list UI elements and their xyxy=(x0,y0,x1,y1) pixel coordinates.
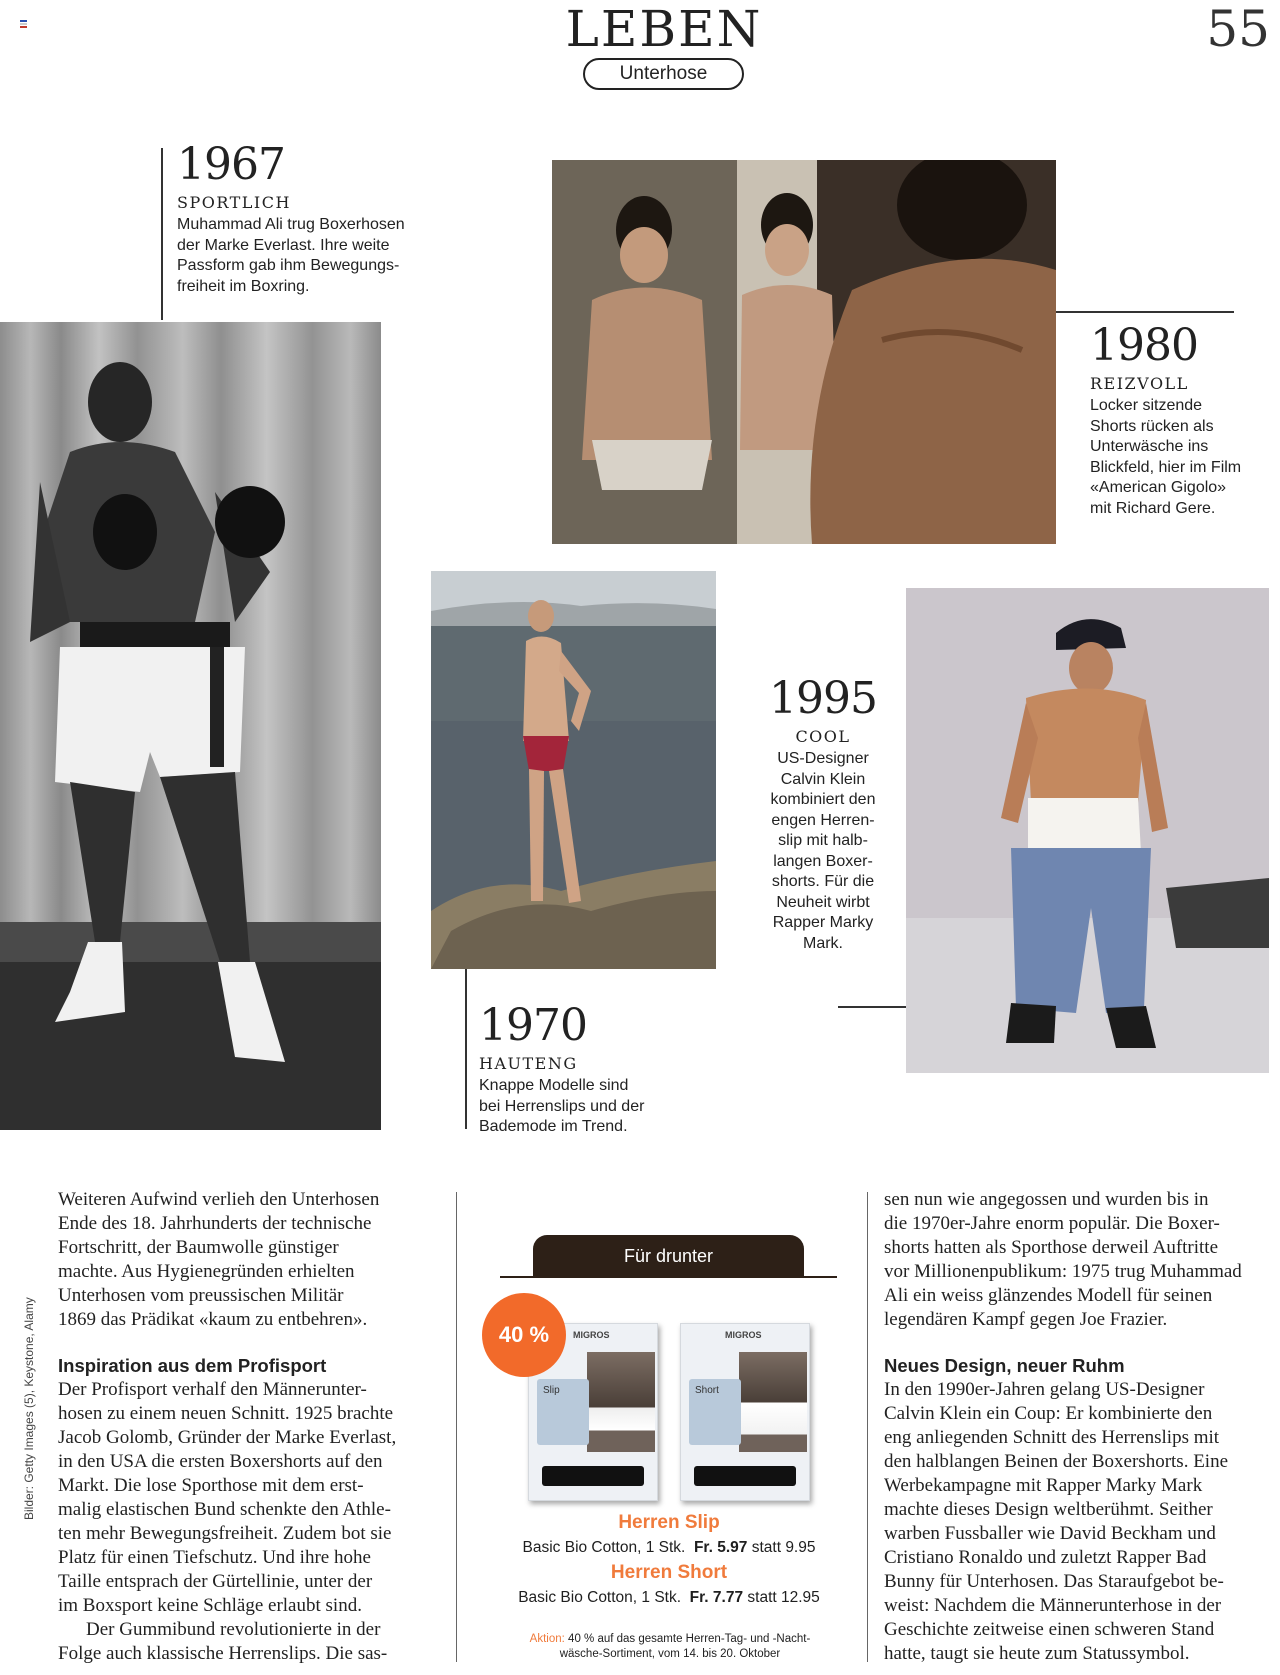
pack-label-text: Short xyxy=(695,1385,719,1396)
section-title: LEBEN xyxy=(565,0,763,58)
article-column-1 xyxy=(58,1188,443,1666)
year-1980: 1980 xyxy=(1090,320,1198,371)
photo-marky-mark xyxy=(906,588,1269,1073)
product-price-slip: Basic Bio Cotton, 1 Stk. Fr. 5.97 statt 9.95 xyxy=(522,1539,816,1556)
paragraph: Weiteren Aufwind verlieh den Unterhosen Ende des 18. Jahrhunderts der technische Fortschritt, der Baumwolle günstiger machte. Aus Hygienegründen erhielten Unterhosen vom preussischen Militär 1869 das Prädikat «kaum zu entbehren». xyxy=(58,1189,380,1330)
topic-pill: Unterhose xyxy=(583,58,744,90)
pack-model-image xyxy=(587,1352,655,1452)
product-pack-short xyxy=(680,1323,810,1501)
photo-muhammad-ali xyxy=(0,322,381,1130)
description-1967: Muhammad Ali trug Boxerhosen der Marke Everlast. Ihre weite Passform gab ihm Bewegungs- freiheit im Boxring. xyxy=(177,216,405,295)
caption-rule-1980 xyxy=(1056,311,1234,313)
brand-logo: MIGROS xyxy=(725,1330,762,1340)
subheading-profisport: Inspiration aus dem Profisport xyxy=(58,1355,327,1376)
photo-richard-gere xyxy=(552,160,1056,544)
pack-model-image xyxy=(739,1352,807,1452)
pack-label-text: Slip xyxy=(543,1385,560,1396)
pack-band xyxy=(694,1466,796,1486)
description-1970: Knappe Modelle sind bei Herrenslips und der Bademode im Trend. xyxy=(479,1077,645,1135)
caption-rule-1995 xyxy=(838,1006,906,1008)
caption-1970 xyxy=(479,1000,709,1138)
paragraph: sen nun wie angegossen und wurden bis in die 1970er-Jahre enorm populär. Die Boxer- shorts hatten als Sporthose derweil Auftritte vor Millionenpublikum: 1975 trug Muhammad Ali ein weiss glänzendes Modell für seinen legendären Kampf gegen Joe Frazier. xyxy=(884,1189,1242,1330)
promo-rule xyxy=(500,1276,837,1278)
caption-rule-1967 xyxy=(161,148,163,320)
description-1995: US-Designer Calvin Klein kombiniert den engen Herren- slip mit halb- langen Boxer- shorts. Für die Neuheit wirbt Rapper Marky Mark. xyxy=(770,750,876,952)
promo-note: Aktion: 40 % auf das gesamte Herren-Tag- und -Nacht- wäsche-Sortiment, vom 14. bis 20. Oktober xyxy=(529,1633,811,1660)
label-1970: HAUTENG xyxy=(479,1054,578,1073)
product-name-short: Herren Short xyxy=(610,1562,728,1583)
paragraph: Der Profisport verhalf den Männerunter- hosen zu einem neuen Schnitt. 1925 brachte Jacob Golomb, Gründer der Marke Everlast, in den USA die ersten Boxershorts auf den Markt. Die lose Sporthose mit dem erst- malig elastischen Bund schenkte den Athle- ten mehr Bewegungsfreiheit. Zudem bot sie Platz für einen Tiefschutz. Und ihre hohe Taille entsprach der Gürtellinie, unter der im Boxsport keine Schläge erlaubt sind. xyxy=(58,1379,397,1616)
caption-1967 xyxy=(177,139,467,297)
product-price-short: Basic Bio Cotton, 1 Stk. Fr. 7.77 statt 12.95 xyxy=(518,1589,820,1606)
label-1980: REIZVOLL xyxy=(1090,374,1189,393)
caption-rule-1970 xyxy=(465,969,467,1129)
year-1970: 1970 xyxy=(479,1000,587,1051)
caption-1980 xyxy=(1090,320,1280,519)
page-number: 55 xyxy=(1206,0,1270,58)
brand-logo: MIGROS xyxy=(573,1330,610,1340)
year-1995: 1995 xyxy=(769,673,877,724)
paragraph: In den 1990er-Jahren gelang US-Designer Calvin Klein ein Coup: Er kombinierte den eng anliegenden Schnitt des Herrenslips mit den halblangen Beinen der Boxershorts. Eine Werbekampagne mit Rapper Marky Mark machte dieses Design weltberühmt. Seither warben Fussballer wie David Beckham und Cristiano Ronaldo und zuletzt Rapper Bad Bunny für Unterhosen. Das Staraufgebot be- weist: Nachdem die Männerunterhose in der Geschichte zeitweise einen schweren Stand hatte, taugt sie heute zum Statussymbol. xyxy=(884,1379,1229,1664)
pack-band xyxy=(542,1466,644,1486)
label-1995: COOL xyxy=(795,727,851,746)
discount-badge: 40 % xyxy=(482,1293,566,1377)
year-1967: 1967 xyxy=(177,139,285,190)
label-1967: SPORTLICH xyxy=(177,193,291,212)
article-column-3 xyxy=(884,1188,1274,1666)
product-name-slip: Herren Slip xyxy=(618,1512,720,1533)
photo-credit: Bilder: Getty Images (5), Keystone, Alamy xyxy=(22,1297,36,1520)
paragraph: Der Gummibund revolutionierte in der Folge auch klassische Herrenslips. Die sas- xyxy=(58,1619,388,1664)
column-divider xyxy=(456,1192,457,1662)
subheading-neues-design: Neues Design, neuer Ruhm xyxy=(884,1355,1125,1376)
caption-1995 xyxy=(743,673,903,954)
photo-swimwear-1970 xyxy=(431,571,716,969)
promo-title: Für drunter xyxy=(533,1235,804,1277)
description-1980: Locker sitzende Shorts rücken als Unterwäsche ins Blickfeld, hier im Film «American Gigolo» mit Richard Gere. xyxy=(1090,397,1242,517)
pack-label xyxy=(689,1379,741,1445)
pack-label xyxy=(537,1379,589,1445)
